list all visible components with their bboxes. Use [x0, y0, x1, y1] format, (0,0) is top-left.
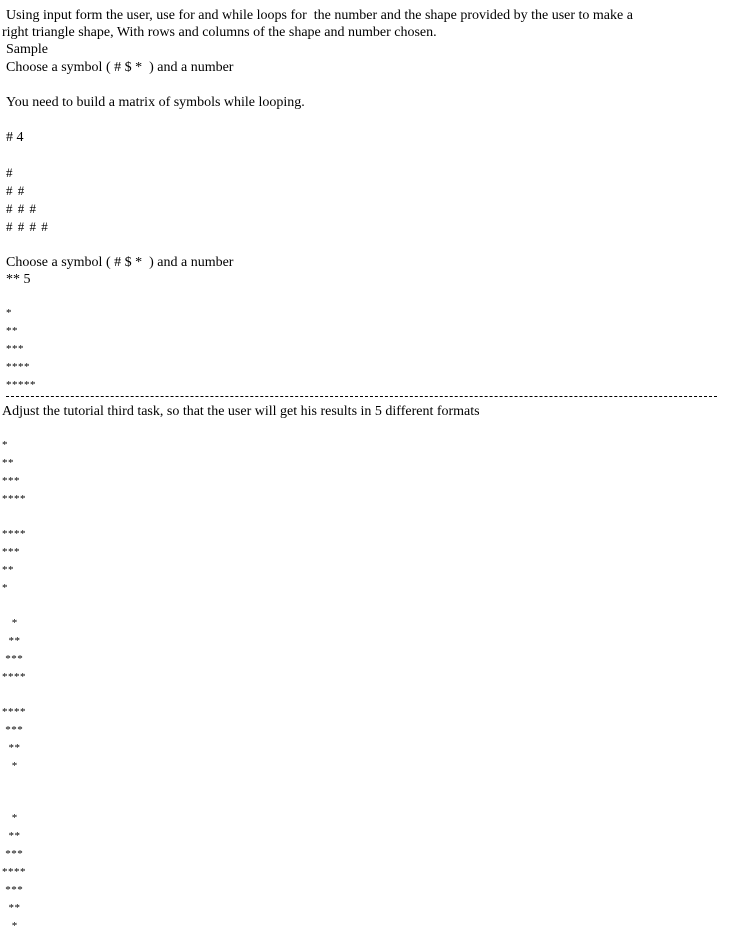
format-4 — [2, 703, 26, 775]
output-1-row: # # # # — [6, 219, 49, 234]
format-3-row: ** — [2, 635, 21, 647]
format-2-row: **** — [2, 528, 26, 540]
output-2-row: *** — [6, 343, 24, 355]
output-2-row: ** — [6, 325, 18, 337]
format-5-row: * — [2, 920, 18, 932]
task-title: Adjust the tutorial third task, so that the user will get his results in 5 different formats — [2, 404, 480, 419]
format-5-row: *** — [2, 848, 24, 860]
format-5-row: ** — [2, 902, 21, 914]
output-2-row: ***** — [6, 379, 36, 391]
input-2: ** 5 — [6, 272, 31, 287]
format-5-row: *** — [2, 884, 24, 896]
format-3-row: *** — [2, 653, 24, 665]
matrix-note: You need to build a matrix of symbols while looping. — [6, 95, 305, 110]
format-4-row: * — [2, 760, 18, 772]
prompt-2: Choose a symbol ( # $ * ) and a number — [6, 255, 234, 270]
intro-line-1: Using input form the user, use for and while loops for the number and the shape provided by the user to make a — [6, 8, 633, 23]
format-4-row: **** — [2, 706, 26, 718]
output-2-row: * — [6, 307, 12, 319]
format-1-row: * — [2, 439, 8, 451]
format-5-row: ** — [2, 830, 21, 842]
format-3 — [2, 614, 26, 686]
format-2-row: *** — [2, 546, 20, 558]
output-1-row: # # — [6, 183, 26, 198]
format-2 — [2, 525, 26, 597]
format-2-row: ** — [2, 564, 14, 576]
format-5 — [2, 809, 26, 935]
input-1: # 4 — [6, 130, 24, 145]
format-4-row: ** — [2, 742, 21, 754]
format-4-row: *** — [2, 724, 24, 736]
format-3-row: * — [2, 617, 18, 629]
format-5-row: **** — [2, 866, 26, 878]
format-1 — [2, 436, 26, 508]
sample-label: Sample — [6, 42, 48, 57]
output-2-row: **** — [6, 361, 30, 373]
format-3-row: **** — [2, 671, 26, 683]
format-1-row: **** — [2, 493, 26, 505]
format-2-row: * — [2, 582, 8, 594]
format-5-row: * — [2, 812, 18, 824]
output-1 — [6, 164, 49, 236]
format-1-row: *** — [2, 475, 20, 487]
prompt-1: Choose a symbol ( # $ * ) and a number — [6, 60, 234, 75]
intro-line-2: right triangle shape, With rows and columns of the shape and number chosen. — [2, 25, 437, 40]
section-divider — [6, 396, 717, 397]
output-1-row: # — [6, 165, 14, 180]
output-1-row: # # # — [6, 201, 37, 216]
format-1-row: ** — [2, 457, 14, 469]
output-2 — [6, 304, 36, 394]
